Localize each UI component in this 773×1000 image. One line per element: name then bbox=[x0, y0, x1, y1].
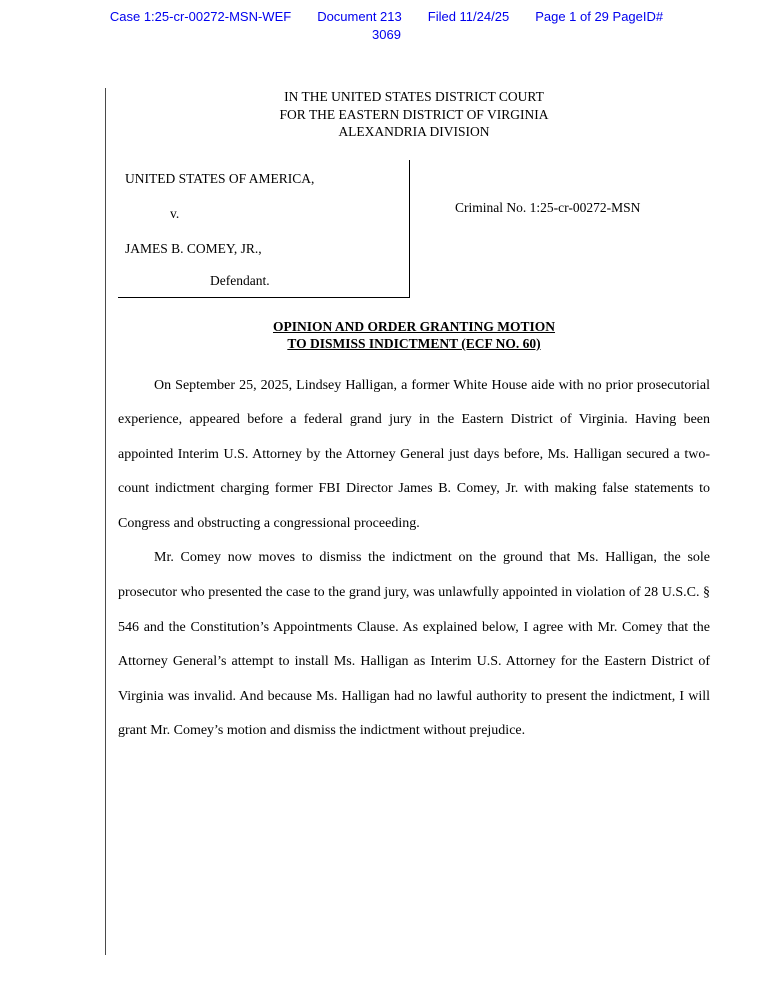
stamp-document-number: Document 213 bbox=[317, 9, 402, 24]
stamp-filed-date: Filed 11/24/25 bbox=[427, 9, 510, 24]
body-paragraph-1: On September 25, 2025, Lindsey Halligan, a former White House aide with no prior prosecutorial experience, appeared before a federal grand jury in the Eastern District of Virginia. Having been appointed Interim U.S. Attorney by the Attorney General just days before, Ms. Halligan secured a two-count indictment charging former FBI Director James B. Comey, Jr. with making false statements to Congress and obstructing a congressional proceeding. bbox=[118, 377, 710, 531]
ecf-header-stamp bbox=[0, 8, 773, 43]
caption-defendant-name: JAMES B. COMEY, JR., bbox=[125, 240, 262, 256]
court-heading-line1: IN THE UNITED STATES DISTRICT COURT bbox=[284, 89, 544, 104]
court-heading-line3: ALEXANDRIA DIVISION bbox=[338, 124, 490, 139]
document-content bbox=[118, 88, 710, 749]
body-paragraph-2: Mr. Comey now moves to dismiss the indictment on the ground that Ms. Halligan, the sole prosecutor who presented the case to the grand jury, was unlawfully appointed in violation of 28 U.S.C. § 546 and the Constitution’s Appointments Clause. As explained below, I agree with Mr. Comey that the Attorney General’s attempt to install Ms. Halligan as Interim U.S. Attorney for the Eastern District of Virginia was invalid. And because Ms. Halligan had no lawful authority to present the indictment, I will grant Mr. Comey’s motion and dismiss the indictment without prejudice. bbox=[118, 550, 710, 739]
court-heading-line2: FOR THE EASTERN DISTRICT OF VIRGINIA bbox=[279, 106, 549, 122]
stamp-page-info: Page 1 of 29 PageID# bbox=[535, 9, 664, 24]
caption-versus: v. bbox=[170, 205, 180, 221]
criminal-case-number: Criminal No. 1:25-cr-00272-MSN bbox=[455, 199, 641, 215]
caption-box bbox=[118, 160, 410, 298]
ecf-stamp-line1 bbox=[0, 8, 773, 25]
opinion-title-line2: TO DISMISS INDICTMENT (ECF NO. 60) bbox=[287, 336, 541, 351]
opinion-title bbox=[118, 318, 710, 353]
left-margin-rule bbox=[105, 88, 106, 955]
opinion-body bbox=[118, 369, 710, 750]
case-caption bbox=[118, 160, 710, 298]
stamp-case-number: Case 1:25-cr-00272-MSN-WEF bbox=[109, 9, 292, 24]
court-heading bbox=[118, 88, 710, 141]
caption-plaintiff: UNITED STATES OF AMERICA, bbox=[125, 170, 315, 186]
stamp-pageid-number: 3069 bbox=[372, 27, 401, 42]
caption-defendant-label: Defendant. bbox=[210, 272, 270, 288]
opinion-title-line1: OPINION AND ORDER GRANTING MOTION bbox=[272, 318, 556, 334]
